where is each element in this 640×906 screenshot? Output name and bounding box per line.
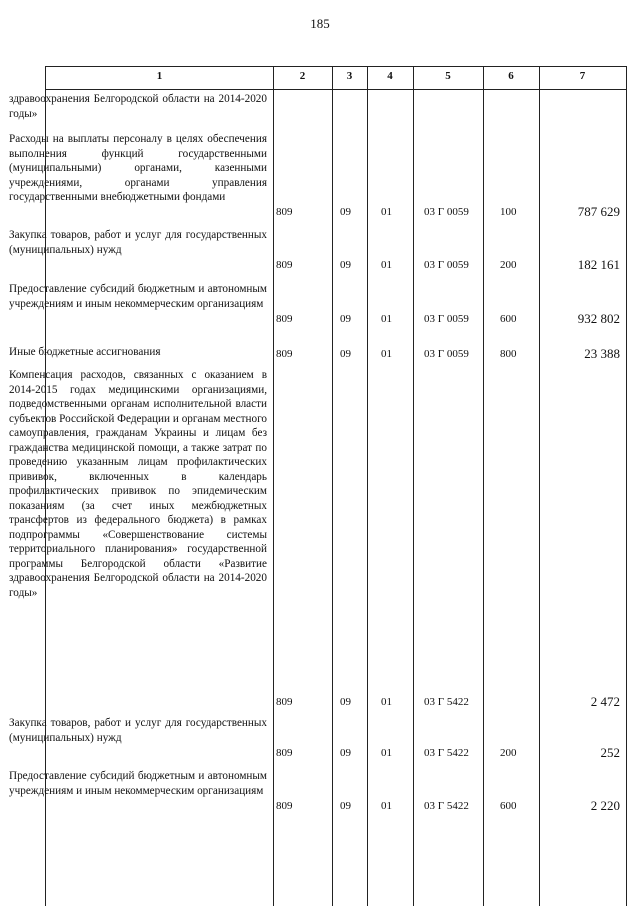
page-number: 185 xyxy=(310,16,330,31)
header-col-3: 3 xyxy=(346,70,353,82)
code-expense-type: 200 xyxy=(500,747,517,759)
code-section: 09 xyxy=(340,206,351,218)
row-description: Закупка товаров, работ и услуг для государственных (муниципальных) нужд xyxy=(9,229,267,256)
header-col-7: 7 xyxy=(579,70,586,82)
code-expense-type: 600 xyxy=(500,800,517,812)
code-ministry: 809 xyxy=(276,747,293,759)
col-divider xyxy=(273,67,274,906)
row-description: Предоставление субсидий бюджетным и автономным учреждениям и иным некоммерческим организациям xyxy=(9,770,267,797)
amount: 932 802 xyxy=(577,311,620,326)
row-description: Компенсация расходов, связанных с оказанием в 2014-2015 годах медицинскими организациями, подведомственными органам исполнительной власти субъектов Российской Федерации и органам местного самоуправления, гражданам Украины и лицам без гражданства медицинской помощи, а также затрат по проведению указанным лицам профилактических прививок, включенных в календарь профилактических прививок по эпидемическим показаниям (за счет иных межбюджетных трансфертов из федерального бюджета) в рамках подпрограммы «Совершенствование системы территориального планирования» государственной программы Белгородской области «Развитие здравоохранения Белгородской области на 2014-2020 годы» xyxy=(9,369,267,599)
code-expense-type: 600 xyxy=(500,313,517,325)
row-description: Расходы на выплаты персоналу в целях обеспечения выполнения функций государственными (муниципальными) органами, казенными учреждениями, органами управления государственными внебюджетными фондами xyxy=(9,133,267,203)
code-subsection: 01 xyxy=(381,747,392,759)
code-expense-type: 800 xyxy=(500,348,517,360)
col-divider xyxy=(483,67,484,906)
amount: 23 388 xyxy=(584,346,620,361)
code-section: 09 xyxy=(340,800,351,812)
code-subsection: 01 xyxy=(381,800,392,812)
row-description: Закупка товаров, работ и услуг для государственных (муниципальных) нужд xyxy=(9,717,267,744)
code-target: 03 Г 5422 xyxy=(424,800,469,812)
code-target: 03 Г 5422 xyxy=(424,696,469,708)
code-ministry: 809 xyxy=(276,206,293,218)
header-col-6: 6 xyxy=(508,70,514,82)
code-ministry: 809 xyxy=(276,313,293,325)
amount: 252 xyxy=(600,745,620,760)
code-target: 03 Г 0059 xyxy=(424,206,469,218)
col-divider xyxy=(413,67,414,906)
code-subsection: 01 xyxy=(381,206,392,218)
code-ministry: 809 xyxy=(276,696,293,708)
header-col-2: 2 xyxy=(299,70,306,82)
header-divider xyxy=(46,89,626,90)
amount: 2 472 xyxy=(590,694,620,709)
code-section: 09 xyxy=(340,259,351,271)
code-ministry: 809 xyxy=(276,259,293,271)
row-description: здравоохранения Белгородской области на 2014-2020 годы» xyxy=(9,93,267,120)
code-target: 03 Г 0059 xyxy=(424,348,469,360)
amount: 2 220 xyxy=(590,798,620,813)
col-divider xyxy=(539,67,540,906)
col-divider xyxy=(367,67,368,906)
code-section: 09 xyxy=(340,313,351,325)
amount: 182 161 xyxy=(577,257,620,272)
code-section: 09 xyxy=(340,747,351,759)
code-subsection: 01 xyxy=(381,313,392,325)
code-section: 09 xyxy=(340,696,351,708)
code-expense-type: 100 xyxy=(500,206,517,218)
code-target: 03 Г 0059 xyxy=(424,259,469,271)
code-subsection: 01 xyxy=(381,696,392,708)
code-expense-type: 200 xyxy=(500,259,517,271)
amount: 787 629 xyxy=(577,204,620,219)
code-subsection: 01 xyxy=(381,259,392,271)
code-section: 09 xyxy=(340,348,351,360)
code-ministry: 809 xyxy=(276,348,293,360)
header-col-5: 5 xyxy=(445,70,451,82)
row-description: Предоставление субсидий бюджетным и автономным учреждениям и иным некоммерческим организациям xyxy=(9,283,267,310)
code-target: 03 Г 0059 xyxy=(424,313,469,325)
header-col-4: 4 xyxy=(387,70,393,82)
code-target: 03 Г 5422 xyxy=(424,747,469,759)
col-divider xyxy=(332,67,333,906)
row-description: Иные бюджетные ассигнования xyxy=(9,346,161,358)
code-subsection: 01 xyxy=(381,348,392,360)
code-ministry: 809 xyxy=(276,800,293,812)
header-col-1: 1 xyxy=(156,70,163,82)
